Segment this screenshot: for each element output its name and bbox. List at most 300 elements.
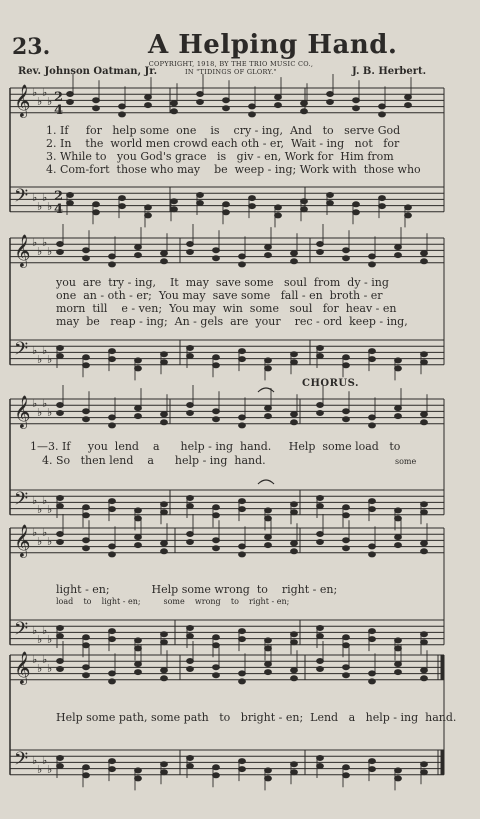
note-head bbox=[119, 196, 126, 201]
note-head bbox=[187, 250, 194, 255]
note-head bbox=[369, 759, 376, 764]
note-head bbox=[369, 262, 376, 267]
treble-clef-icon: 𝄞 bbox=[14, 524, 31, 557]
note-head bbox=[109, 499, 116, 504]
note-head bbox=[405, 213, 412, 218]
lyricist-credit: Rev. Johnson Oatman, Jr. bbox=[18, 66, 158, 77]
note-head bbox=[171, 207, 178, 212]
flat-icon: ♭ bbox=[42, 653, 48, 666]
note-head bbox=[369, 349, 376, 354]
note-head bbox=[369, 254, 376, 259]
flat-icon: ♭ bbox=[37, 503, 43, 516]
note-head bbox=[353, 98, 360, 103]
note-head bbox=[57, 532, 64, 537]
fermata-icon bbox=[258, 480, 274, 484]
note-head bbox=[369, 499, 376, 504]
flat-icon: ♭ bbox=[32, 624, 38, 637]
note-head bbox=[369, 423, 376, 428]
flat-icon: ♭ bbox=[42, 526, 48, 539]
note-head bbox=[343, 546, 350, 551]
note-head bbox=[239, 759, 246, 764]
note-head bbox=[343, 673, 350, 678]
note-head bbox=[291, 412, 298, 417]
note-head bbox=[187, 540, 194, 545]
note-head bbox=[317, 634, 324, 639]
note-head bbox=[171, 109, 178, 114]
flat-icon: ♭ bbox=[37, 353, 43, 366]
note-head bbox=[93, 98, 100, 103]
note-head bbox=[161, 676, 168, 681]
note-head bbox=[83, 538, 90, 543]
note-head bbox=[343, 665, 350, 670]
note-head bbox=[83, 256, 90, 261]
note-head bbox=[135, 670, 142, 675]
note-head bbox=[161, 502, 168, 507]
note-head bbox=[343, 409, 350, 414]
note-head bbox=[213, 363, 220, 368]
note-head bbox=[395, 366, 402, 371]
note-head bbox=[343, 773, 350, 778]
note-head bbox=[57, 634, 64, 639]
note-head bbox=[135, 543, 142, 548]
note-head bbox=[145, 205, 152, 210]
note-head bbox=[395, 358, 402, 363]
note-head bbox=[317, 242, 324, 247]
note-head bbox=[291, 360, 298, 365]
bass-clef-icon: 𝄢 bbox=[14, 619, 29, 644]
note-head bbox=[109, 262, 116, 267]
note-head bbox=[421, 352, 428, 357]
note-head bbox=[291, 502, 298, 507]
flat-icon: ♭ bbox=[32, 653, 38, 666]
note-head bbox=[213, 505, 220, 510]
note-head bbox=[395, 414, 402, 419]
note-head bbox=[109, 552, 116, 557]
flat-icon: ♭ bbox=[32, 236, 38, 249]
note-head bbox=[291, 549, 298, 554]
note-head bbox=[57, 667, 64, 672]
note-head bbox=[317, 756, 324, 761]
note-head bbox=[291, 770, 298, 775]
flat-icon: ♭ bbox=[37, 662, 43, 675]
note-head bbox=[57, 626, 64, 631]
verse-2-line: one an - oth - er; You may save some fall - en broth - er bbox=[56, 289, 383, 302]
note-head bbox=[395, 638, 402, 643]
note-head bbox=[421, 510, 428, 515]
note-head bbox=[265, 776, 272, 781]
note-head bbox=[197, 201, 204, 206]
note-head bbox=[421, 360, 428, 365]
note-head bbox=[343, 505, 350, 510]
note-head bbox=[109, 671, 116, 676]
flat-icon: ♭ bbox=[47, 200, 53, 213]
note-head bbox=[369, 544, 376, 549]
note-head bbox=[421, 502, 428, 507]
bass-clef-icon: 𝄢 bbox=[14, 749, 29, 774]
note-head bbox=[421, 640, 428, 645]
flat-icon: ♭ bbox=[47, 662, 53, 675]
note-head bbox=[395, 508, 402, 513]
note-head bbox=[145, 95, 152, 100]
flat-icon: ♭ bbox=[37, 95, 43, 108]
note-head bbox=[161, 412, 168, 417]
note-head bbox=[265, 414, 272, 419]
note-head bbox=[57, 764, 64, 769]
note-head bbox=[343, 248, 350, 253]
chorus-label: CHORUS. bbox=[302, 378, 359, 389]
note-head bbox=[421, 632, 428, 637]
note-head bbox=[223, 98, 230, 103]
bass-clef-icon: 𝄢 bbox=[14, 186, 29, 211]
note-head bbox=[83, 673, 90, 678]
note-head bbox=[83, 643, 90, 648]
note-head bbox=[265, 358, 272, 363]
note-head bbox=[135, 646, 142, 651]
note-head bbox=[317, 496, 324, 501]
flat-icon: ♭ bbox=[42, 344, 48, 357]
note-head bbox=[119, 204, 126, 209]
verse-3-line: morn till e - ven; You may win some soul for heav - en bbox=[56, 302, 397, 315]
note-head bbox=[317, 764, 324, 769]
note-head bbox=[327, 201, 334, 206]
note-head bbox=[421, 420, 428, 425]
flat-icon: ♭ bbox=[42, 236, 48, 249]
chorus-line: Help some path, some path to bright - en; Lend a help - ing hand. bbox=[56, 711, 457, 724]
note-head bbox=[213, 355, 220, 360]
note-head bbox=[291, 420, 298, 425]
note-head bbox=[369, 629, 376, 634]
verse-4-line: 4. Com-fort those who may be weep - ing; Work with those who bbox=[46, 163, 421, 176]
note-head bbox=[317, 667, 324, 672]
note-head bbox=[421, 676, 428, 681]
note-head bbox=[395, 768, 402, 773]
note-head bbox=[421, 668, 428, 673]
alto-lyric: some bbox=[395, 457, 417, 466]
note-head bbox=[197, 100, 204, 105]
note-head bbox=[135, 662, 142, 667]
treble-clef-icon: 𝄞 bbox=[14, 84, 31, 117]
note-head bbox=[83, 665, 90, 670]
note-head bbox=[213, 513, 220, 518]
note-head bbox=[369, 507, 376, 512]
verse-4-line: may be reap - ing; An - gels are your rec - ord keep - ing, bbox=[56, 315, 408, 328]
verse-1-line: 1. If for help some one is cry - ing, And to serve God bbox=[46, 124, 401, 137]
note-head bbox=[395, 516, 402, 521]
note-head bbox=[187, 346, 194, 351]
note-head bbox=[197, 92, 204, 97]
note-head bbox=[213, 773, 220, 778]
note-head bbox=[213, 256, 220, 261]
fermata-icon bbox=[258, 388, 274, 392]
flat-icon: ♭ bbox=[47, 245, 53, 258]
note-head bbox=[187, 496, 194, 501]
note-head bbox=[239, 629, 246, 634]
flat-icon: ♭ bbox=[32, 86, 38, 99]
note-head bbox=[405, 95, 412, 100]
note-head bbox=[83, 635, 90, 640]
time-signature: 4 bbox=[54, 103, 64, 118]
note-head bbox=[93, 210, 100, 215]
bass-clef-icon: 𝄢 bbox=[14, 489, 29, 514]
note-head bbox=[353, 106, 360, 111]
note-head bbox=[135, 406, 142, 411]
note-head bbox=[145, 213, 152, 218]
note-head bbox=[369, 637, 376, 642]
note-head bbox=[249, 112, 256, 117]
note-head bbox=[343, 355, 350, 360]
note-head bbox=[239, 637, 246, 642]
note-head bbox=[57, 403, 64, 408]
note-head bbox=[213, 673, 220, 678]
note-head bbox=[239, 507, 246, 512]
note-head bbox=[109, 415, 116, 420]
note-head bbox=[161, 770, 168, 775]
note-head bbox=[353, 202, 360, 207]
note-head bbox=[291, 640, 298, 645]
note-head bbox=[109, 544, 116, 549]
note-head bbox=[379, 196, 386, 201]
flat-icon: ♭ bbox=[37, 200, 43, 213]
note-head bbox=[239, 552, 246, 557]
note-head bbox=[223, 106, 230, 111]
note-head bbox=[67, 100, 74, 105]
note-head bbox=[83, 409, 90, 414]
note-head bbox=[265, 646, 272, 651]
note-head bbox=[369, 679, 376, 684]
note-head bbox=[265, 543, 272, 548]
note-head bbox=[343, 765, 350, 770]
note-head bbox=[57, 354, 64, 359]
note-head bbox=[395, 776, 402, 781]
note-head bbox=[67, 92, 74, 97]
note-head bbox=[275, 103, 282, 108]
note-head bbox=[57, 242, 64, 247]
chorus-line-verse4: 4. So then lend a help - ing hand. bbox=[42, 454, 266, 467]
note-head bbox=[239, 767, 246, 772]
note-head bbox=[67, 201, 74, 206]
note-head bbox=[369, 415, 376, 420]
note-head bbox=[187, 504, 194, 509]
note-head bbox=[265, 406, 272, 411]
note-head bbox=[161, 640, 168, 645]
chorus-line: 1—3. If you lend a help - ing hand. Help some load to bbox=[30, 440, 401, 453]
note-head bbox=[395, 535, 402, 540]
note-head bbox=[109, 349, 116, 354]
flat-icon: ♭ bbox=[32, 397, 38, 410]
note-head bbox=[135, 535, 142, 540]
copyright-source: IN "TIDINGS OF GLORY." bbox=[185, 68, 277, 76]
note-head bbox=[421, 259, 428, 264]
treble-clef-icon: 𝄞 bbox=[14, 395, 31, 428]
note-head bbox=[369, 552, 376, 557]
copyright-line: COPYRIGHT, 1918, BY THE TRIO MUSIC CO., bbox=[148, 60, 314, 68]
note-head bbox=[421, 770, 428, 775]
note-head bbox=[291, 251, 298, 256]
flat-icon: ♭ bbox=[32, 494, 38, 507]
note-head bbox=[93, 202, 100, 207]
note-head bbox=[213, 538, 220, 543]
note-head bbox=[369, 357, 376, 362]
note-head bbox=[135, 253, 142, 258]
note-head bbox=[119, 104, 126, 109]
note-head bbox=[353, 210, 360, 215]
note-head bbox=[395, 253, 402, 258]
note-head bbox=[291, 762, 298, 767]
note-head bbox=[213, 409, 220, 414]
note-head bbox=[327, 100, 334, 105]
note-head bbox=[187, 667, 194, 672]
note-head bbox=[109, 629, 116, 634]
note-head bbox=[239, 349, 246, 354]
note-head bbox=[421, 412, 428, 417]
note-head bbox=[343, 256, 350, 261]
note-head bbox=[239, 499, 246, 504]
note-head bbox=[291, 259, 298, 264]
note-head bbox=[57, 496, 64, 501]
note-head bbox=[317, 346, 324, 351]
note-head bbox=[379, 204, 386, 209]
note-head bbox=[317, 250, 324, 255]
note-head bbox=[161, 668, 168, 673]
note-head bbox=[395, 245, 402, 250]
note-head bbox=[265, 516, 272, 521]
note-head bbox=[317, 504, 324, 509]
chorus-line: light - en; Help some wrong to right - en; bbox=[56, 583, 338, 596]
note-head bbox=[135, 366, 142, 371]
note-head bbox=[291, 676, 298, 681]
time-signature: 4 bbox=[54, 202, 64, 217]
note-head bbox=[135, 776, 142, 781]
flat-icon: ♭ bbox=[37, 535, 43, 548]
note-head bbox=[239, 415, 246, 420]
flat-icon: ♭ bbox=[47, 95, 53, 108]
note-head bbox=[171, 101, 178, 106]
note-head bbox=[135, 245, 142, 250]
flat-icon: ♭ bbox=[37, 245, 43, 258]
treble-clef-icon: 𝄞 bbox=[14, 651, 31, 684]
note-head bbox=[161, 259, 168, 264]
alto-lyric: load to light - en; some wrong to right - en; bbox=[56, 597, 290, 606]
note-head bbox=[135, 358, 142, 363]
note-head bbox=[187, 242, 194, 247]
note-head bbox=[395, 646, 402, 651]
note-head bbox=[265, 638, 272, 643]
note-head bbox=[291, 632, 298, 637]
note-head bbox=[291, 510, 298, 515]
note-head bbox=[187, 626, 194, 631]
note-head bbox=[405, 103, 412, 108]
composer-credit: J. B. Herbert. bbox=[352, 66, 427, 77]
note-head bbox=[145, 103, 152, 108]
note-head bbox=[301, 207, 308, 212]
flat-icon: ♭ bbox=[47, 406, 53, 419]
note-head bbox=[187, 532, 194, 537]
note-head bbox=[301, 199, 308, 204]
note-head bbox=[405, 205, 412, 210]
note-head bbox=[327, 193, 334, 198]
note-head bbox=[109, 357, 116, 362]
flat-icon: ♭ bbox=[42, 494, 48, 507]
note-head bbox=[317, 532, 324, 537]
note-head bbox=[83, 546, 90, 551]
flat-icon: ♭ bbox=[47, 353, 53, 366]
note-head bbox=[213, 248, 220, 253]
note-head bbox=[249, 204, 256, 209]
note-head bbox=[343, 643, 350, 648]
flat-icon: ♭ bbox=[32, 344, 38, 357]
note-head bbox=[161, 549, 168, 554]
verse-3-line: 3. While to you God's grace is giv - en, Work for Him from bbox=[46, 150, 394, 163]
flat-icon: ♭ bbox=[42, 191, 48, 204]
note-head bbox=[213, 765, 220, 770]
note-head bbox=[327, 92, 334, 97]
note-head bbox=[161, 510, 168, 515]
verse-2-line: 2. In the world men crowd each oth - er, Wait - ing not for bbox=[46, 137, 400, 150]
note-head bbox=[239, 423, 246, 428]
note-head bbox=[265, 508, 272, 513]
time-signature: 2 bbox=[54, 189, 64, 204]
flat-icon: ♭ bbox=[42, 754, 48, 767]
note-head bbox=[187, 659, 194, 664]
note-head bbox=[83, 248, 90, 253]
note-head bbox=[161, 762, 168, 767]
flat-icon: ♭ bbox=[42, 86, 48, 99]
note-head bbox=[135, 508, 142, 513]
note-head bbox=[265, 253, 272, 258]
note-head bbox=[395, 670, 402, 675]
flat-icon: ♭ bbox=[37, 763, 43, 776]
note-head bbox=[265, 670, 272, 675]
note-head bbox=[161, 420, 168, 425]
flat-icon: ♭ bbox=[32, 191, 38, 204]
note-head bbox=[343, 538, 350, 543]
note-head bbox=[369, 767, 376, 772]
note-head bbox=[301, 109, 308, 114]
note-head bbox=[119, 112, 126, 117]
note-head bbox=[343, 635, 350, 640]
note-head bbox=[187, 354, 194, 359]
note-head bbox=[135, 768, 142, 773]
note-head bbox=[291, 541, 298, 546]
note-head bbox=[421, 549, 428, 554]
note-head bbox=[83, 505, 90, 510]
note-head bbox=[275, 95, 282, 100]
note-head bbox=[369, 671, 376, 676]
flat-icon: ♭ bbox=[47, 633, 53, 646]
note-head bbox=[57, 346, 64, 351]
note-head bbox=[249, 196, 256, 201]
note-head bbox=[317, 354, 324, 359]
note-head bbox=[275, 205, 282, 210]
note-head bbox=[317, 403, 324, 408]
note-head bbox=[187, 634, 194, 639]
note-head bbox=[109, 507, 116, 512]
note-head bbox=[109, 759, 116, 764]
note-head bbox=[223, 210, 230, 215]
note-head bbox=[291, 668, 298, 673]
note-head bbox=[379, 104, 386, 109]
note-head bbox=[265, 535, 272, 540]
note-head bbox=[57, 411, 64, 416]
note-head bbox=[301, 101, 308, 106]
note-head bbox=[239, 357, 246, 362]
note-head bbox=[83, 363, 90, 368]
note-head bbox=[83, 765, 90, 770]
note-head bbox=[317, 540, 324, 545]
time-signature: 2 bbox=[54, 90, 64, 105]
note-head bbox=[83, 513, 90, 518]
note-head bbox=[161, 352, 168, 357]
